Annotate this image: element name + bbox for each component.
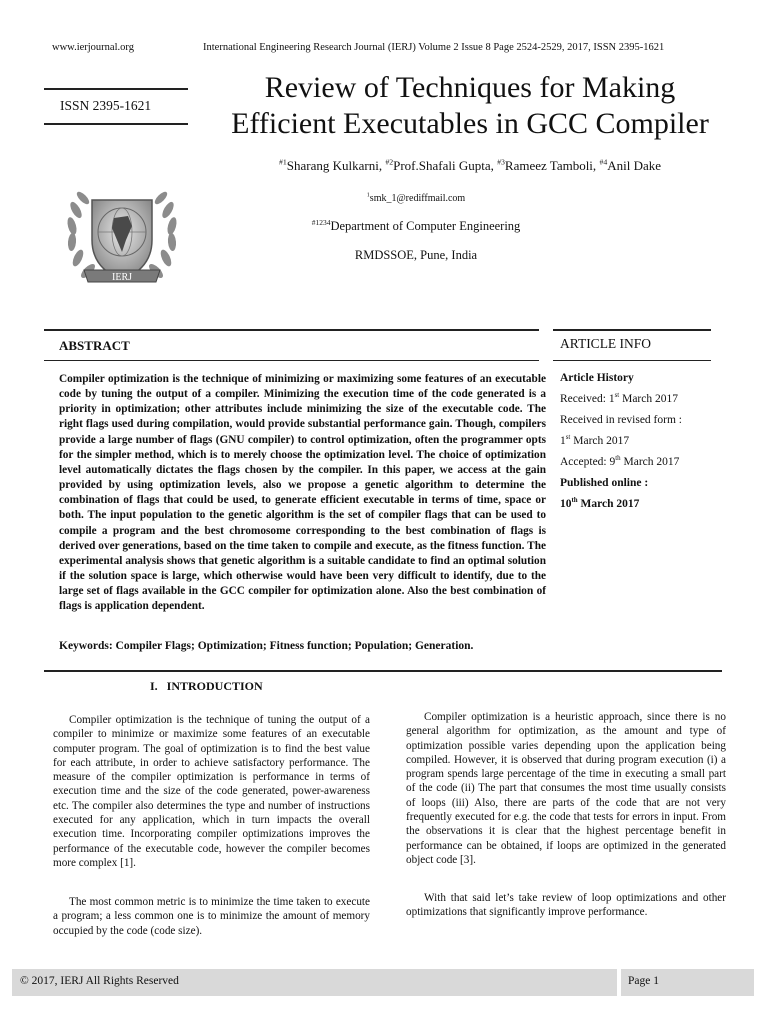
page-number: Page 1: [628, 975, 659, 987]
published-label: Published online :: [560, 477, 649, 489]
intro-right-paragraph-2: With that said let’s take review of loop optimizations and other optimizations that significantly improve performance.: [406, 892, 726, 919]
copyright: © 2017, IERJ All Rights Reserved: [20, 975, 179, 987]
intro-right-paragraph-1: Compiler optimization is a heuristic approach, since there is no general algorithm for optimization, as the amount and type of optimization possible varies depending upon the application being compiled. However, it is observed that during program execution (i) a program spends large percentage of the time in executing a small part of the code (ii) The part that consumes the most time usually consists of loops (iii) Also, there are parts of the code that are not very frequently executed for e.g. the code that tests for errors in input. From the observations it is clear that the highest percentage benefit in performance can be obtained, if loops are optimized in the generated object code [3].: [406, 711, 726, 866]
author-list: $^{\#1}$Sharang Kulkarni, $^{\#2}$Prof.Shafali Gupta, $^{\#3}$Rameez Tamboli, $^{\#4}$Anil Dake: [278, 157, 662, 173]
revised-date: 1st March 2017: [560, 434, 630, 447]
issn-bottom-rule: [44, 123, 188, 125]
articleinfo-top-rule: [553, 329, 711, 331]
ierj-logo: [62, 170, 182, 295]
intro-left-paragraph-2: The most common metric is to minimize the time taken to execute a program; a less common one is to minimize the amount of memory occupied by the code (code size).: [53, 896, 370, 937]
abstract-heading: ABSTRACT: [59, 338, 130, 353]
intro-top-rule: [44, 670, 722, 672]
issn-top-rule: [44, 88, 188, 90]
article-info-heading: ARTICLE INFO: [560, 336, 652, 351]
laurel-globe-logo-icon: [62, 170, 182, 295]
journal-website: www.ierjournal.org: [52, 42, 134, 53]
journal-citation: International Engineering Research Journal (IERJ) Volume 2 Issue 8 Page 2524-2529, 2017, ISSN 2395-1621: [203, 42, 665, 53]
article-history-label: Article History: [560, 372, 634, 384]
received-date: Received: 1st March 2017: [560, 392, 678, 405]
author-email: $^1$smk_1@rediffmail.com: [366, 192, 466, 204]
abstract-body: Compiler optimization is the technique of minimizing or maximizing some features of an executable code by tuning the output of a compiler. Minimizing the execution time of the code generated is a priority in optimization; other attributes include minimizing the size of the executable code. The right flags used during compilation, would provide substantial performance gain. Though, compilers provide a large number of flags (GNU compiler) to control optimization, often the programmer opts for the simpler method, which is to merely choose the optimization level. The choice of optimization level automatically dictates the flags chosen by the compiler. In this paper, we access at the gain provided by using optimization levels, also we propose a genetic algorithm to determine the combination of flags that could be used, to generate efficient executable in terms of time, space or both. The input population to the genetic algorithm is the set of compiler flags that can be used to compile a program and the best chromosome corresponding to the best combination of flags is derived over generations, based on the time taken to compile and execute, as the fitness function. The experimental analysis shows that genetic algorithm is a suitable candidate to find an optimal solution if the solution space is large, which otherwise would have been very difficult to identify, due to the large set of flags available in the GCC compiler for optimization alone. Also the best combination of flags is application dependent.: [59, 373, 546, 613]
published-date: 10th March 2017: [560, 497, 640, 510]
accepted-date: Accepted: 9th March 2017: [560, 455, 680, 468]
revised-label: Received in revised form :: [560, 414, 682, 426]
abstract-top-rule: [44, 329, 539, 331]
svg-text:IERJ: IERJ: [112, 272, 132, 283]
issn-label: ISSN 2395-1621: [60, 98, 152, 113]
introduction-heading: I. INTRODUCTION: [150, 679, 263, 693]
institution: RMDSSOE, Pune, India: [354, 248, 478, 262]
abstract-heading-rule: [44, 360, 539, 361]
keywords: Keywords: Compiler Flags; Optimization; Fitness function; Population; Generation.: [59, 640, 474, 652]
department: $^{\#1234}$Department of Computer Engineering: [311, 217, 521, 233]
paper-title: Review of Techniques for Making Efficient Executables in GCC Compiler: [231, 71, 709, 140]
articleinfo-heading-rule: [553, 360, 711, 361]
intro-left-paragraph-1: Compiler optimization is the technique of tuning the output of a compiler to minimize or maximize some features of an executable computer program. The goal of optimization is to find the best value for each attribute, in order to achieve satisfactory performance. The measure of the compiler optimization is performance in terms of execution time and the size of the code generated, power-awareness etc. The compiler also determines the type and number of instructions executed for any application, which in turn impacts the overall execution time. Incorporating compiler optimizations improves the performance of the executable code, however the compiler becomes more complex [1].: [53, 714, 370, 869]
